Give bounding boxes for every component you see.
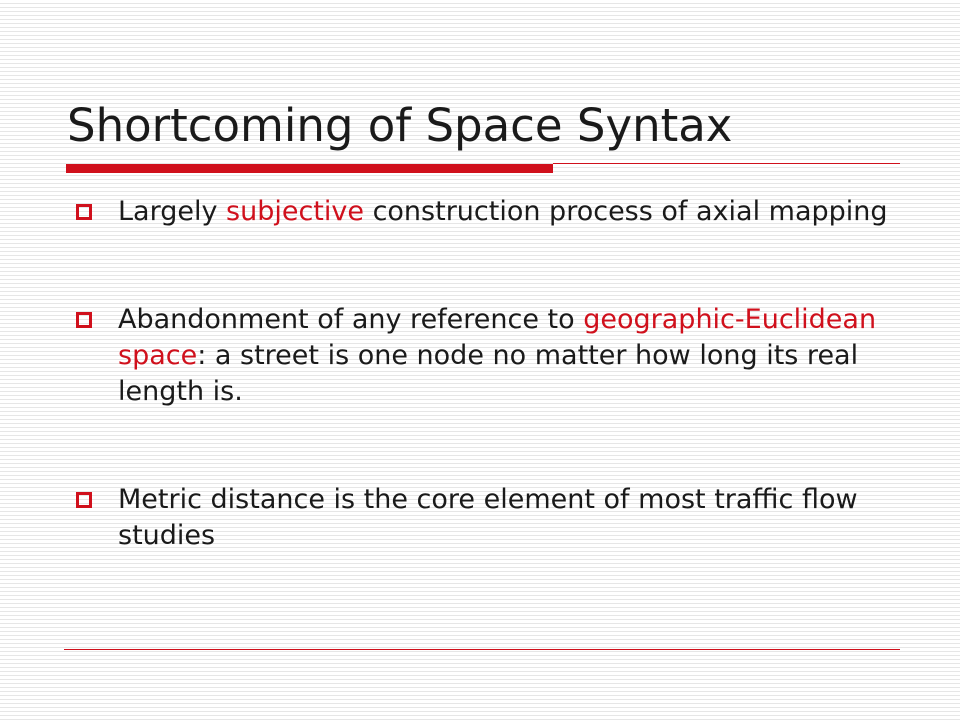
- bullet-text: Metric distance is the core element of most traffic flow studies: [118, 484, 858, 551]
- bullet-item: [76, 482, 896, 554]
- square-outline-icon: [76, 312, 92, 328]
- title-underline-thick: [66, 164, 553, 173]
- bullet-text: : a street is one node no matter how long its real length is.: [118, 340, 859, 407]
- bullet-highlight: geographic-Euclidean space: [118, 304, 877, 371]
- slide-title: Shortcoming of Space Syntax: [67, 99, 733, 152]
- footer-rule: [64, 649, 900, 650]
- square-outline-icon: [76, 204, 92, 220]
- bullet-item: [76, 302, 896, 410]
- square-outline-icon: [76, 492, 92, 508]
- bullet-text: Abandonment of any reference to: [118, 304, 584, 335]
- bullet-list: [76, 190, 896, 554]
- bullet-text: construction process of axial mapping: [363, 196, 888, 227]
- bullet-text: Largely: [118, 196, 227, 227]
- title-underline-thin: [553, 163, 900, 164]
- bullet-item: [76, 194, 896, 230]
- bullet-highlight: subjective: [226, 196, 364, 227]
